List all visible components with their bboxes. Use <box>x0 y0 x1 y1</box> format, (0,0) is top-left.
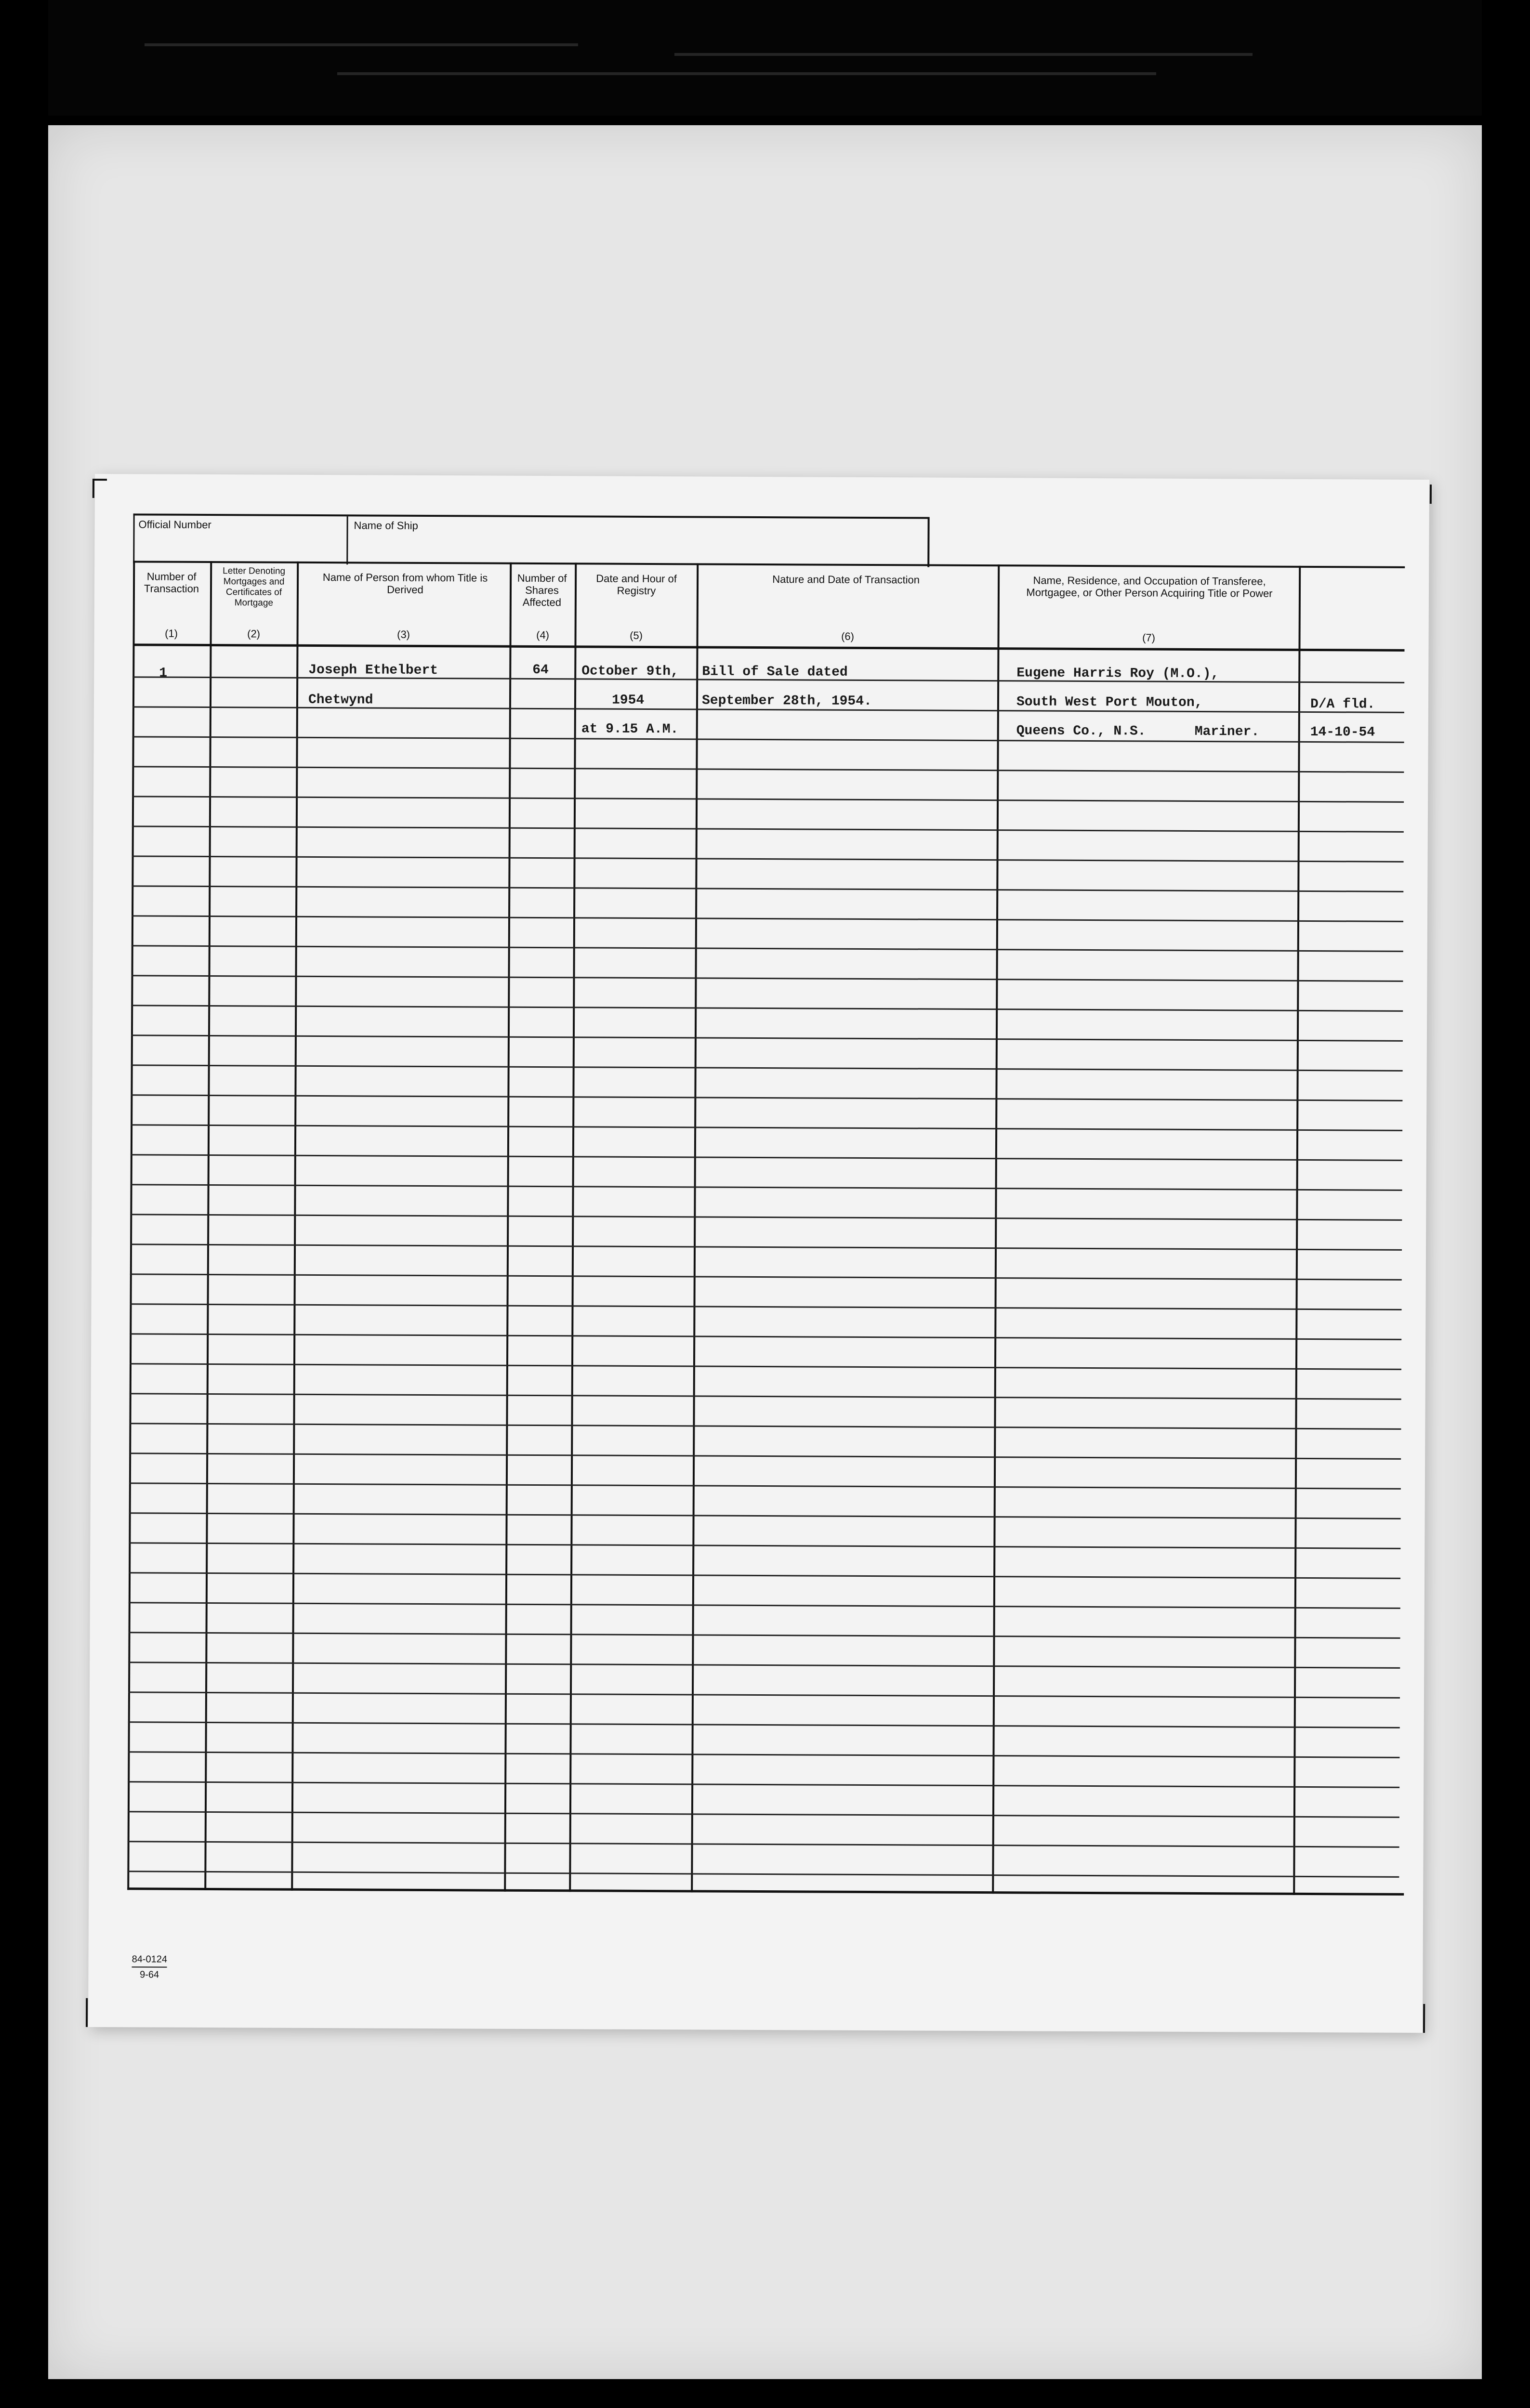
ship-identity-box <box>133 513 929 567</box>
form-code-number: 84-0124 <box>132 1954 168 1965</box>
ledger-rule <box>128 1781 1399 1788</box>
column-rule <box>569 563 577 1892</box>
form-bottom-rule <box>127 1887 1404 1896</box>
ledger-rule <box>131 1094 1402 1101</box>
form-code-bar <box>132 1966 167 1967</box>
entry-transferee-county: Queens Co., N.S. <box>1016 723 1146 739</box>
column-rule <box>504 563 512 1892</box>
ledger-rule <box>131 1124 1402 1131</box>
ledger-rule <box>130 1243 1402 1251</box>
column-number: (7) <box>1142 631 1156 644</box>
ship-name-label: Name of Ship <box>354 519 418 532</box>
column-rule <box>204 561 212 1890</box>
entry-transaction-number: 1 <box>159 666 168 681</box>
ledger-rule <box>129 1632 1400 1639</box>
column-heading-shares: Number of Shares Affected <box>517 572 567 609</box>
ship-register-form <box>88 474 1429 2033</box>
ledger-rule <box>131 1034 1403 1042</box>
column-number: (2) <box>247 628 261 640</box>
entry-transferee-name: Eugene Harris Roy (M.O.), <box>1016 666 1219 682</box>
box-edge <box>927 519 929 567</box>
entry-transaction-date: September 28th, 1954. <box>701 693 872 709</box>
ledger-rule <box>130 1333 1401 1340</box>
film-header-strip <box>0 0 1530 116</box>
ledger-rule <box>131 1184 1402 1191</box>
ledger-rule <box>128 1811 1399 1818</box>
entry-transaction-nature: Bill of Sale dated <box>702 664 848 680</box>
entry-registry-hour: at 9.15 A.M. <box>581 721 679 737</box>
ledger-rule <box>129 1542 1400 1549</box>
film-border <box>0 2379 1530 2408</box>
column-heading-transaction-number: Number of Transaction <box>144 570 199 595</box>
column-heading-transferee: Name, Residence, and Occupation of Transferee, Mortgagee, or Other Person Acquiring Title or Power <box>1026 574 1273 600</box>
ledger-rule <box>132 915 1403 922</box>
entry-registry-date: October 9th, <box>581 664 679 680</box>
ledger-rule <box>128 1751 1399 1758</box>
ledger-rule <box>132 885 1403 892</box>
ledger-rule <box>132 825 1404 833</box>
ledger-rule <box>132 945 1403 952</box>
ledger-rule <box>130 1393 1401 1400</box>
entry-from-name: Chetwynd <box>308 692 373 708</box>
column-heading-transaction-nature: Nature and Date of Transaction <box>772 573 920 586</box>
entry-transferee-residence: South West Port Mouton, <box>1016 694 1203 711</box>
column-number: (5) <box>630 629 643 641</box>
crop-mark <box>92 479 107 481</box>
ledger-rule <box>128 1691 1400 1699</box>
film-border <box>0 0 48 2408</box>
column-rule <box>291 562 299 1891</box>
ledger-rule <box>132 796 1404 803</box>
column-rule <box>127 561 135 1890</box>
film-artifact <box>674 53 1253 56</box>
entry-from-name: Joseph Ethelbert <box>308 662 438 679</box>
ledger-rule <box>128 1841 1399 1848</box>
ledger-rule <box>127 1871 1399 1878</box>
ledger-rule <box>132 766 1404 773</box>
ledger-rule <box>128 1721 1400 1728</box>
column-number: (1) <box>165 627 178 640</box>
entry-remark: D/A fld. <box>1310 696 1375 712</box>
ledger-rule <box>131 1064 1403 1072</box>
ledger-rule <box>129 1423 1401 1430</box>
film-artifact <box>145 43 578 46</box>
column-number: (3) <box>397 628 410 641</box>
column-heading-mortgage-letter: Letter Denoting Mortgages and Certificates of Mortgage <box>223 566 286 608</box>
crop-mark <box>86 1998 88 2027</box>
column-rule <box>1293 566 1301 1895</box>
crop-mark <box>1423 2004 1425 2033</box>
ledger-rule <box>130 1303 1402 1310</box>
ledger-rule <box>129 1482 1401 1490</box>
column-rule <box>691 563 699 1892</box>
form-code <box>132 1952 167 1981</box>
ledger-rule <box>130 1214 1402 1221</box>
box-divider <box>346 516 348 564</box>
column-rule <box>992 564 1000 1894</box>
ledger-rule <box>129 1512 1401 1519</box>
ledger-rule <box>129 1453 1401 1460</box>
column-heading-registry-date: Date and Hour of Registry <box>596 572 677 597</box>
ledger-rule <box>132 855 1404 863</box>
ledger-rule <box>129 1602 1400 1609</box>
header-bottom-rule <box>132 643 1404 652</box>
ledger-rule <box>129 1572 1400 1579</box>
entry-shares: 64 <box>532 662 549 678</box>
entry-registry-year: 1954 <box>611 693 645 708</box>
column-number: (4) <box>536 628 550 641</box>
form-code-date: 9-64 <box>140 1969 159 1980</box>
crop-mark <box>92 479 94 498</box>
ledger-rule <box>130 1273 1402 1281</box>
column-number: (6) <box>841 630 855 642</box>
ledger-rule <box>131 1005 1403 1012</box>
ledger-rule <box>128 1662 1400 1669</box>
entry-transferee-occupation: Mariner. <box>1194 724 1260 740</box>
entry-remark-date: 14-10-54 <box>1310 724 1375 740</box>
film-artifact <box>337 72 1156 75</box>
official-number-label: Official Number <box>138 518 211 531</box>
column-heading-from-person: Name of Person from whom Title is Derived <box>322 571 488 596</box>
ledger-rule <box>130 1363 1401 1370</box>
film-border <box>1482 0 1530 2408</box>
ledger-rule <box>131 1154 1402 1161</box>
ledger-rule <box>131 975 1403 982</box>
crop-mark <box>1430 484 1432 504</box>
